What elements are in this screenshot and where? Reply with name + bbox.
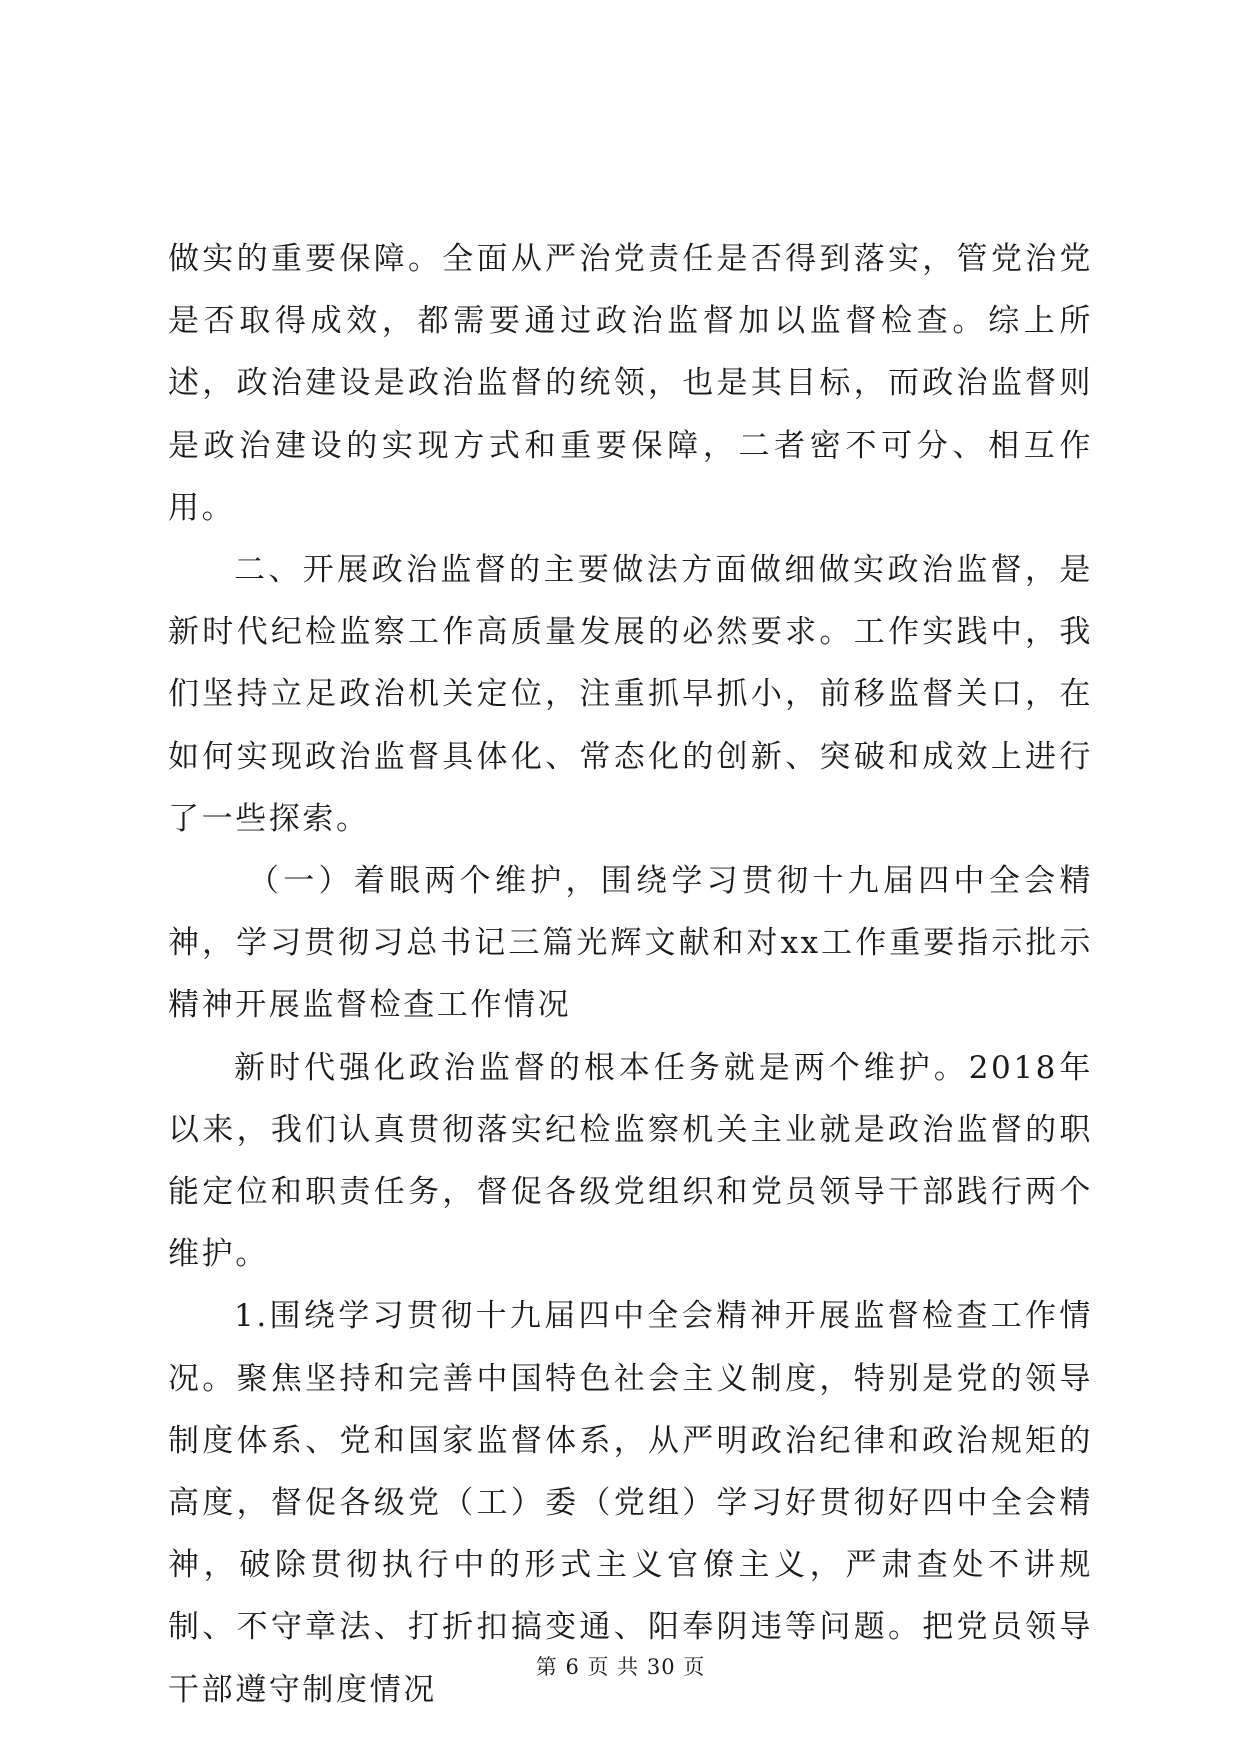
paragraph-subsection-one-heading: （一）着眼两个维护，围绕学习贯彻十九届四中全会精神，学习贯彻习总书记三篇光辉文献和对xx工作重要指示批示精神开展监督检查工作情况 xyxy=(168,863,1093,1024)
document-body xyxy=(168,228,1093,1721)
paragraph-section-two-heading: 二、开展政治监督的主要做法方面做细做实政治监督，是新时代纪检监察工作高质量发展的必然要求。工作实践中，我们坚持立足政治机关定位，注重抓早抓小，前移监督关口，在如何实现政治监督具体化、常态化的创新、突破和成效上进行了一些探索。 xyxy=(168,552,1093,837)
paragraph-body-item-one: 1.围绕学习贯彻十九届四中全会精神开展监督检查工作情况。聚焦坚持和完善中国特色社会主义制度，特别是党的领导制度体系、党和国家监督体系，从严明政治纪律和政治规矩的高度，督促各级党（工）委（党组）学习好贯彻好四中全会精神，破除贯彻执行中的形式主义官僚主义，严肃查处不讲规制、不守章法、打折扣搞变通、阳奉阴违等问题。把党员领导干部遵守制度情况 xyxy=(168,1298,1093,1708)
paragraph-continuation: 做实的重要保障。全面从严治党责任是否得到落实，管党治党是否取得成效，都需要通过政治监督加以监督检查。综上所述，政治建设是政治监督的统领，也是其目标，而政治监督则是政治建设的实现方式和重要保障，二者密不可分、相互作用。 xyxy=(168,241,1093,526)
paragraph-body-two-safeguards: 新时代强化政治监督的根本任务就是两个维护。2018年以来，我们认真贯彻落实纪检监察机关主业就是政治监督的职能定位和职责任务，督促各级党组织和党员领导干部践行两个维护。 xyxy=(168,1049,1093,1273)
page-number-footer: 第 6 页 共 30 页 xyxy=(535,1655,706,1679)
